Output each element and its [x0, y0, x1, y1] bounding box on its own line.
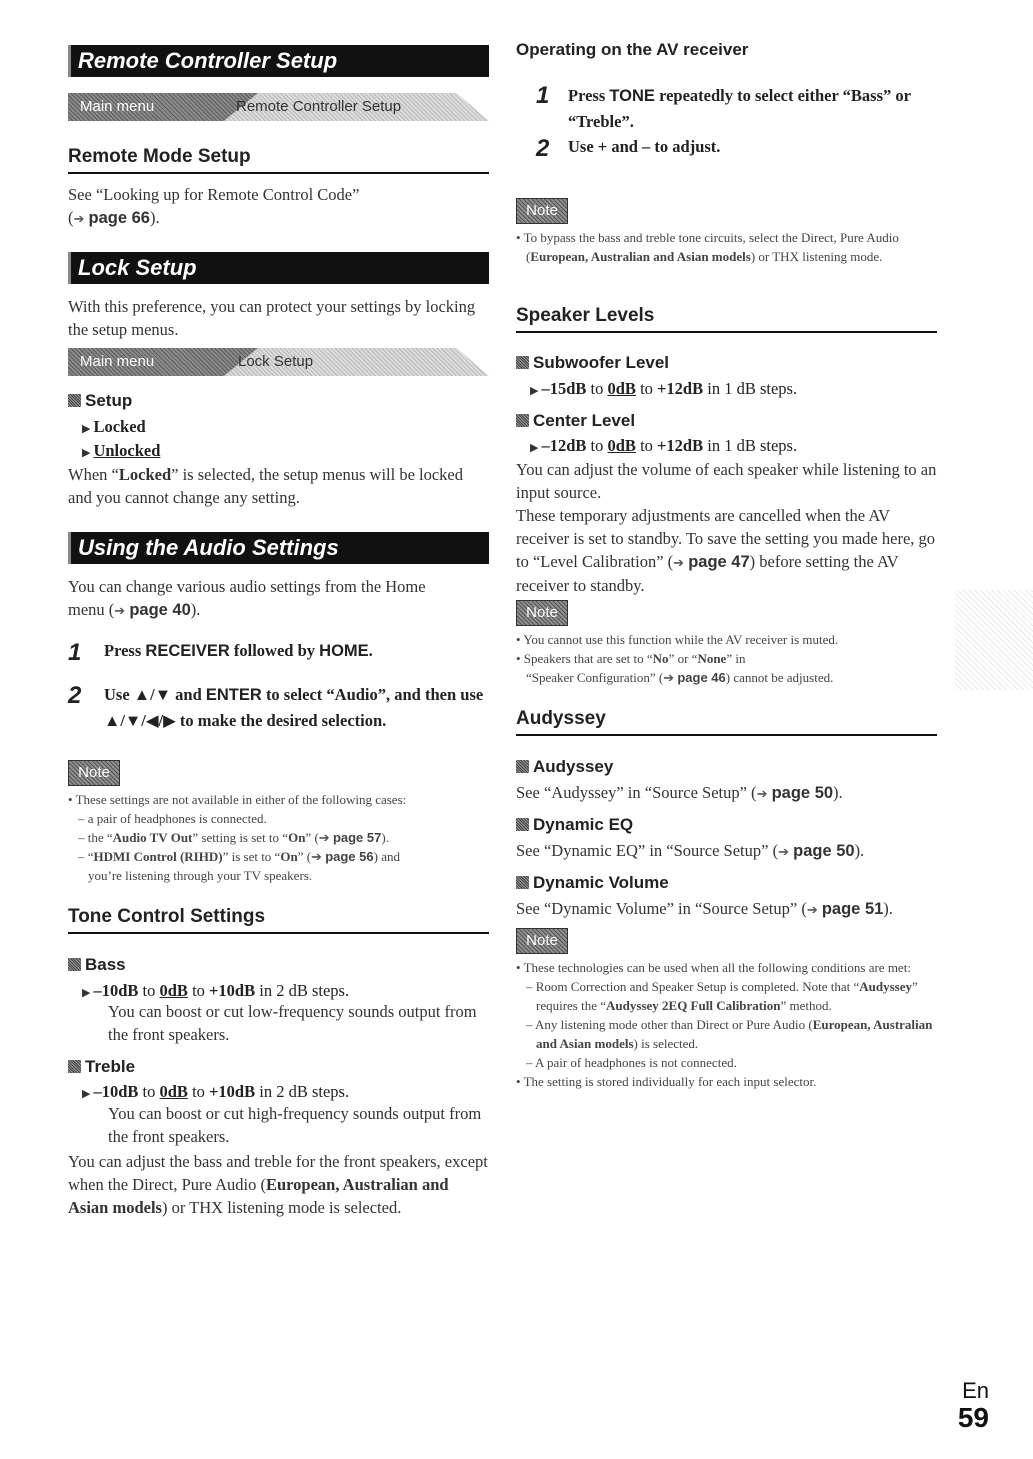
text: +12dB [657, 379, 704, 398]
key-label: TONE [609, 87, 655, 105]
text: ” ( [305, 830, 319, 845]
text: to [138, 1082, 160, 1101]
text: –10dB [93, 981, 139, 1000]
subwoofer-range [530, 377, 797, 403]
text: – the “ [78, 830, 113, 845]
text: • To bypass the bass and treble tone circuits, select the Direct, Pure Audio ( [516, 230, 899, 264]
text: 0dB [159, 981, 188, 1000]
edge-pattern [955, 590, 1033, 690]
text: See “Audyssey” in “Source Setup” ( [516, 783, 757, 802]
text: to [635, 379, 658, 398]
arrow-icon: ➔ [114, 603, 126, 618]
breadcrumb-sub-label: Lock Setup [238, 353, 314, 370]
audio-settings-text-line1: You can change various audio settings from the Home [68, 577, 426, 596]
arrow-icon: ➔ [663, 670, 675, 685]
page-link[interactable]: page 66 [88, 209, 150, 227]
dynamic-eq-text [516, 839, 937, 863]
center-level-heading [516, 411, 635, 431]
operating-heading: Operating on the AV receiver [516, 40, 749, 59]
remote-mode-text [68, 183, 489, 230]
audyssey-heading [516, 757, 613, 777]
setup-desc-bold: Locked [118, 465, 172, 484]
triangle-bullet-icon: ▶ [530, 442, 539, 454]
note-line: • The setting is stored individually for each input selector. [516, 1074, 817, 1089]
page-link[interactable]: page 46 [677, 670, 726, 685]
text: ” in [726, 651, 746, 666]
arrow-icon: ➔ [318, 830, 330, 845]
text: ” ( [297, 849, 312, 864]
paren-close: ). [149, 208, 160, 227]
note-badge: Note [516, 198, 568, 224]
center-range [530, 434, 797, 460]
text: • Speakers that are set to “ [516, 651, 653, 666]
dynamic-eq-heading [516, 815, 633, 835]
arrow-icon: ➔ [311, 849, 322, 864]
text: Audio TV Out [112, 830, 193, 845]
note-line: • These technologies can be used when all the following conditions are met: [516, 960, 911, 975]
text: ) or THX listening mode is selected. [161, 1198, 402, 1217]
key-label: ENTER [205, 686, 262, 704]
text: followed by [229, 641, 320, 660]
arrow-icon: ➔ [756, 786, 768, 801]
note-line [516, 228, 937, 266]
text: +10dB [209, 1082, 256, 1101]
square-bullet-icon [68, 958, 81, 971]
treble-heading-label: Treble [85, 1057, 136, 1076]
dynamic-volume-text [516, 897, 937, 921]
text: These temporary adjustments are cancelled when the AV receiver is set to standby. To save the setting you made here, go to “Level Calibration” ( [516, 506, 936, 571]
step-1-text [568, 83, 937, 134]
step-number: 1 [536, 82, 550, 109]
text: ). [854, 841, 865, 860]
triangle-bullet-icon: ▶ [82, 423, 91, 435]
step-2-text: Use + and – to adjust. [568, 137, 721, 156]
note-line: • These settings are not available in either of the following cases: [68, 792, 407, 807]
setup-heading [68, 391, 132, 411]
note-badge: Note [516, 928, 568, 954]
text: –10dB [93, 1082, 139, 1101]
text: European, Australian and Asian models [536, 1017, 933, 1051]
breadcrumb-sub-label: Remote Controller Setup [236, 98, 402, 115]
text: . [368, 641, 373, 660]
audio-settings-title: Using the Audio Settings [68, 532, 489, 564]
remote-mode-setup-heading: Remote Mode Setup [68, 146, 489, 174]
text: to [187, 981, 210, 1000]
square-bullet-icon [516, 356, 529, 369]
text: Audyssey 2EQ Full Calibration [606, 998, 781, 1013]
setup-desc-part1: When “ [68, 465, 119, 484]
text: On [288, 830, 306, 845]
text: in 1 dB steps. [703, 379, 798, 398]
text: to [586, 379, 608, 398]
text: 0dB [607, 436, 636, 455]
remote-controller-setup-title: Remote Controller Setup [68, 45, 489, 77]
speaker-levels-p2 [516, 504, 937, 597]
dynamic-eq-heading-label: Dynamic EQ [533, 815, 634, 834]
note-4-text [516, 958, 937, 1091]
text: Use ▲/▼ and [104, 685, 206, 704]
text: ). [381, 830, 389, 845]
setup-option-locked [82, 415, 146, 441]
page-link[interactable]: page 57 [332, 830, 382, 845]
text: ” requires the “ [536, 979, 918, 1013]
square-bullet-icon [68, 394, 81, 407]
text: 0dB [607, 379, 636, 398]
text: in 1 dB steps. [703, 436, 798, 455]
note-line: – A pair of headphones is not connected. [526, 1055, 737, 1070]
breadcrumb-main-label: Main menu [80, 353, 155, 370]
text: to select “Audio”, and then use ▲/▼/◀/▶ to make the desired selection. [104, 685, 484, 730]
step-number: 1 [68, 639, 82, 666]
breadcrumb-main-label: Main menu [80, 98, 155, 115]
page-link[interactable]: page 56 [325, 849, 374, 864]
paren-open: ( [68, 208, 74, 227]
subwoofer-heading-label: Subwoofer Level [533, 353, 670, 372]
text: ” method. [780, 998, 832, 1013]
text: – “ [78, 849, 94, 864]
text: +12dB [657, 436, 704, 455]
square-bullet-icon [516, 760, 529, 773]
breadcrumb-lock [68, 348, 489, 376]
remote-mode-text-line1: See “Looking up for Remote Control Code” [68, 185, 360, 204]
dynamic-volume-heading-label: Dynamic Volume [533, 873, 669, 892]
arrow-icon: ➔ [806, 902, 818, 917]
text: – Room Correction and Speaker Setup is completed. Note that “ [526, 979, 860, 994]
step-number: 2 [68, 682, 82, 709]
text: ) is selected. [633, 1036, 699, 1051]
bass-heading-label: Bass [85, 955, 126, 974]
note-badge: Note [516, 600, 568, 626]
note-line [68, 828, 489, 847]
dynamic-volume-heading [516, 873, 669, 893]
note-line [68, 847, 489, 866]
audyssey-section-heading: Audyssey [516, 708, 937, 736]
treble-heading [68, 1057, 135, 1077]
breadcrumb-remote [68, 93, 489, 121]
text: repeatedly to select either “Bass” or “Treble”. [568, 86, 911, 131]
note-2-text [516, 228, 937, 266]
speaker-levels-p1: You can adjust the volume of each speaker while listening to an input source. [516, 460, 937, 502]
treble-description: You can boost or cut high-frequency sounds output from the front speakers. [108, 1104, 482, 1146]
arrow-icon: ➔ [673, 555, 685, 570]
text: menu ( [68, 600, 115, 619]
audyssey-heading-label: Audyssey [533, 757, 614, 776]
note-line: you’re listening through your TV speakers. [88, 868, 313, 883]
tone-final-text [68, 1150, 489, 1219]
text: ). [833, 783, 843, 802]
page-link[interactable]: page 47 [688, 553, 750, 571]
setup-option-unlocked [82, 439, 160, 465]
triangle-bullet-icon: ▶ [82, 447, 91, 459]
note-line: – a pair of headphones is connected. [78, 811, 267, 826]
speaker-levels-heading: Speaker Levels [516, 305, 937, 333]
triangle-bullet-icon: ▶ [82, 1088, 91, 1100]
note-1-text [68, 790, 489, 885]
text: ” or “ [668, 651, 698, 666]
text: Press [104, 641, 146, 660]
text: No [652, 651, 669, 666]
language-label: En [962, 1378, 989, 1403]
text: ). [190, 600, 201, 619]
text: Press [568, 86, 610, 105]
text: None [697, 651, 727, 666]
text: See “Dynamic EQ” in “Source Setup” ( [516, 841, 779, 860]
note-badge: Note [68, 760, 120, 786]
bass-heading [68, 955, 126, 975]
text: 0dB [159, 1082, 188, 1101]
text: ) cannot be adjusted. [725, 670, 834, 685]
text: in 2 dB steps. [255, 981, 350, 1000]
audyssey-text [516, 781, 937, 805]
square-bullet-icon [68, 1060, 81, 1073]
text: – Any listening mode other than Direct or Pure Audio ( [526, 1017, 813, 1032]
audio-settings-text-line2 [68, 598, 489, 622]
audio-settings-text [68, 575, 489, 622]
note-3-text [516, 630, 937, 687]
text: ) before setting the AV receiver to standby. [516, 552, 899, 595]
lock-setup-title: Lock Setup [68, 252, 489, 284]
text: European, Australian and Asian models [530, 249, 751, 264]
note-line [516, 649, 937, 668]
setup-option-unlocked-label: Unlocked [93, 441, 161, 460]
step-2-text [104, 682, 489, 733]
note-line [516, 668, 937, 687]
page-number: 59 [957, 1402, 989, 1433]
arrow-icon: ➔ [778, 844, 789, 859]
page-link[interactable]: page 40 [129, 601, 191, 619]
setup-heading-label: Setup [85, 391, 133, 410]
text: ” setting is set to “ [192, 830, 289, 845]
note-line: • You cannot use this function while the AV receiver is muted. [516, 632, 839, 647]
page-link[interactable]: page 51 [821, 900, 884, 918]
square-bullet-icon [516, 876, 529, 889]
lock-setup-text: With this preference, you can protect your settings by locking the setup menus. [68, 297, 476, 339]
text: –12dB [541, 436, 587, 455]
text: HDMI Control (RIHD) [93, 849, 223, 864]
text: See “Dynamic Volume” in “Source Setup” ( [516, 899, 807, 918]
note-line [516, 977, 937, 1015]
key-label: RECEIVER [145, 642, 230, 660]
setup-description [68, 463, 489, 509]
text: in 2 dB steps. [255, 1082, 350, 1101]
setup-desc-part2: ” is selected, the setup menus will be locked and you cannot change any setting. [68, 465, 464, 507]
text: ” is set to “ [222, 849, 281, 864]
step-number: 2 [536, 135, 550, 162]
bass-description: You can boost or cut low-frequency sounds output from the front speakers. [108, 1002, 477, 1044]
text: to [187, 1082, 210, 1101]
text: On [280, 849, 298, 864]
text: “Speaker Configuration” ( [526, 670, 664, 685]
text: +10dB [209, 981, 256, 1000]
page-link[interactable]: page 50 [793, 842, 855, 860]
center-heading-label: Center Level [533, 411, 636, 430]
triangle-bullet-icon: ▶ [82, 987, 91, 999]
text: ). [883, 899, 893, 918]
triangle-bullet-icon: ▶ [530, 385, 539, 397]
step-1-text [104, 638, 489, 664]
key-label: HOME [319, 642, 369, 660]
text: ) or THX listening mode. [750, 249, 883, 264]
text: ) and [373, 849, 400, 864]
text: to [138, 981, 160, 1000]
remote-mode-text-line2 [68, 206, 489, 230]
setup-option-locked-label: Locked [93, 417, 146, 436]
text: –15dB [541, 379, 587, 398]
text: You can adjust the bass and treble for the front speakers, except when the Direct, Pure Audio ( [68, 1152, 488, 1194]
tone-control-heading: Tone Control Settings [68, 906, 489, 934]
page-link[interactable]: page 50 [771, 784, 834, 802]
arrow-icon: ➔ [73, 211, 85, 226]
text: to [586, 436, 608, 455]
text: European, Australian and Asian models [68, 1175, 449, 1217]
text: Audyssey [859, 979, 912, 994]
square-bullet-icon [516, 414, 529, 427]
square-bullet-icon [516, 818, 529, 831]
note-line [516, 1015, 937, 1053]
text: to [635, 436, 658, 455]
subwoofer-heading [516, 353, 669, 373]
